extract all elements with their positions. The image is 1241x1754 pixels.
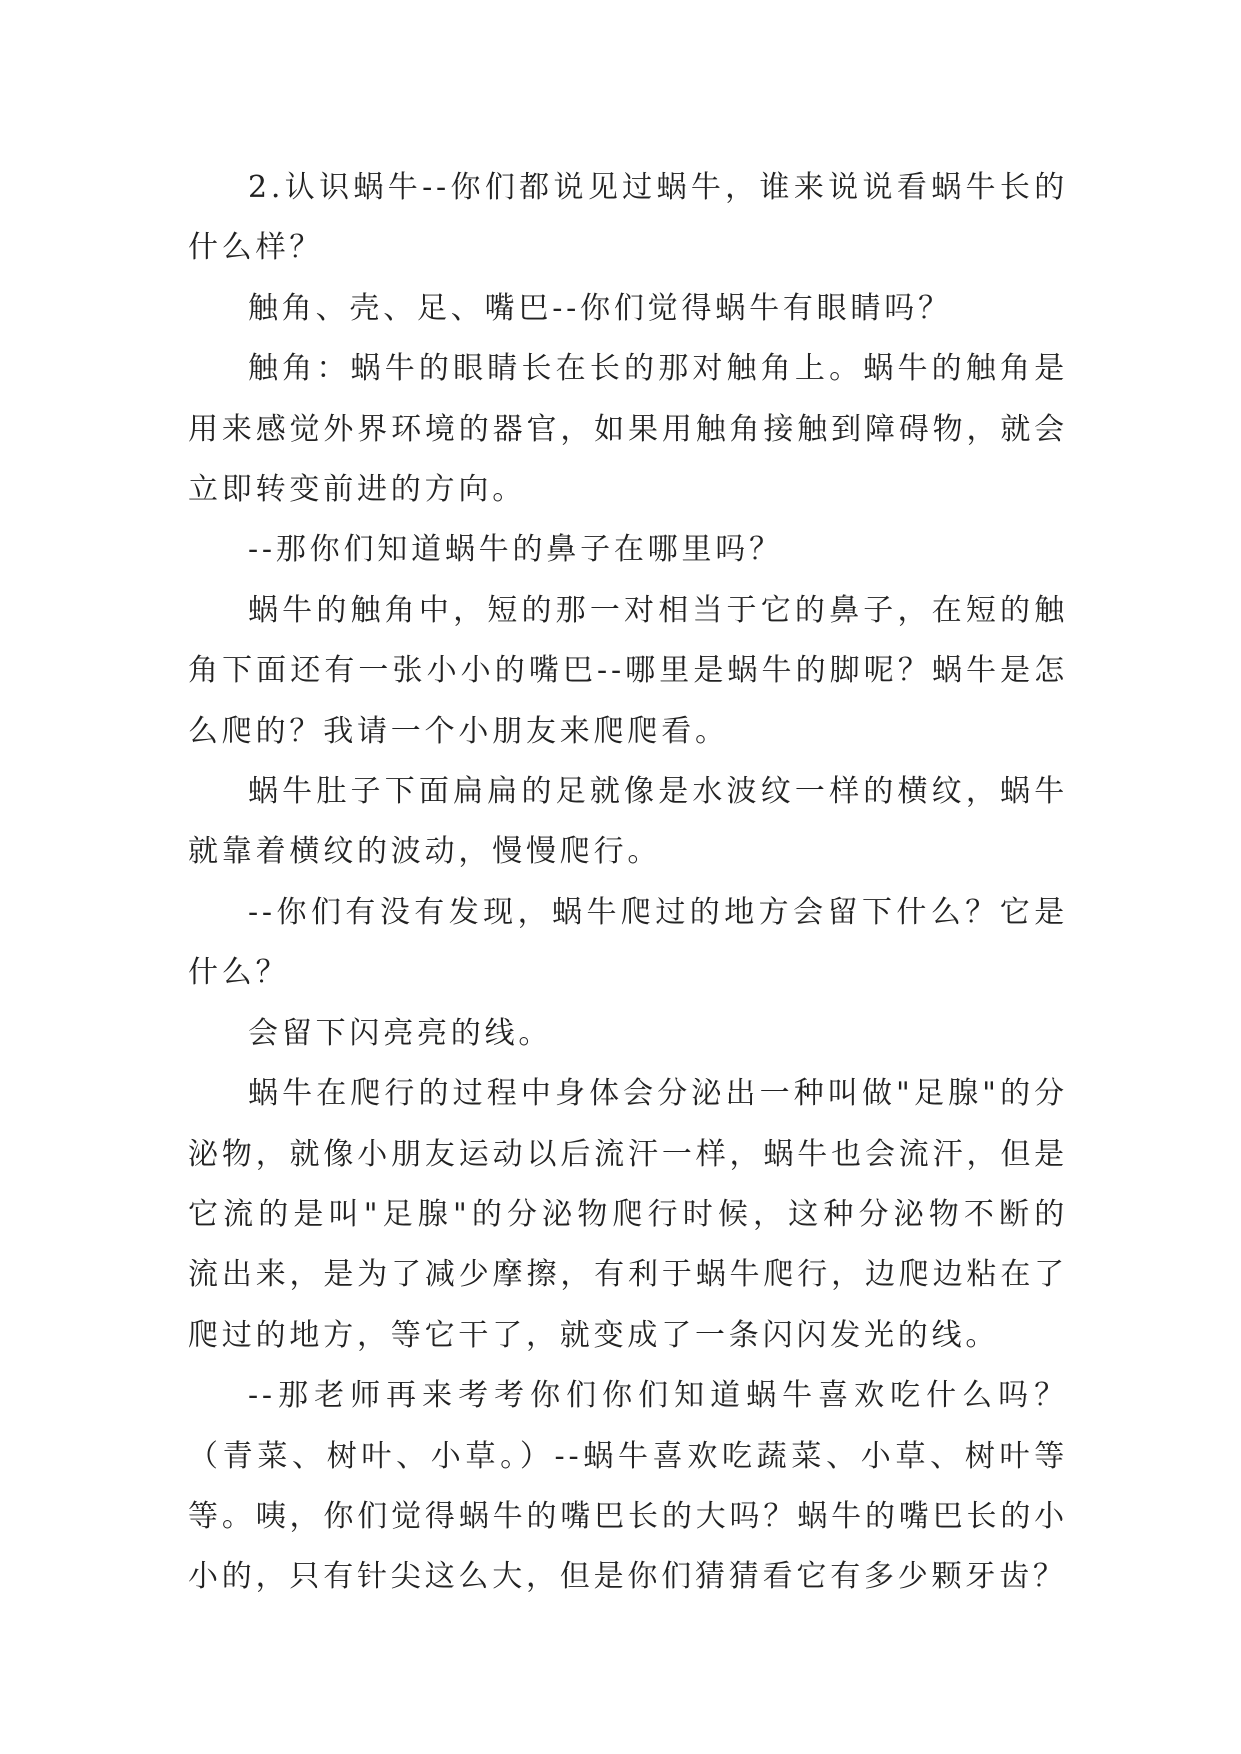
paragraph-7: --你们有没有发现，蜗牛爬过的地方会留下什么？它是什么？ <box>188 894 1068 991</box>
paragraph-5: 蜗牛的触角中，短的那一对相当于它的鼻子，在短的触角下面还有一张小小的嘴巴--哪里是蜗牛的脚呢？蜗牛是怎么爬的？我请一个小朋友来爬爬看。 <box>188 592 1068 749</box>
paragraph-9: 蜗牛在爬行的过程中身体会分泌出一种叫做"足腺"的分泌物，就像小朋友运动以后流汗一样，蜗牛也会流汗，但是它流的是叫"足腺"的分泌物爬行时候，这种分泌物不断的流出来，是为了减少摩擦，有利于蜗牛爬行，边爬边粘在了爬过的地方，等它干了，就变成了一条闪闪发光的线。 <box>188 1076 1068 1353</box>
document-body <box>188 158 1068 1608</box>
paragraph-4: --那你们知道蜗牛的鼻子在哪里吗？ <box>248 532 783 568</box>
paragraph-2: 触角、壳、足、嘴巴--你们觉得蜗牛有眼睛吗？ <box>248 290 952 326</box>
paragraph-10: --那老师再来考考你们你们知道蜗牛喜欢吃什么吗？（青菜、树叶、小草。）--蜗牛喜欢吃蔬菜、小草、树叶等等。咦，你们觉得蜗牛的嘴巴长的大吗？蜗牛的嘴巴长的小小的，只有针尖这么大，但是你们猜猜看它有多少颗牙齿？ <box>188 1378 1068 1595</box>
paragraph-3: 触角：蜗牛的眼睛长在长的那对触角上。蜗牛的触角是用来感觉外界环境的器官，如果用触角接触到障碍物，就会立即转变前进的方向。 <box>188 351 1068 508</box>
paragraph-6: 蜗牛肚子下面扁扁的足就像是水波纹一样的横纹，蜗牛就靠着横纹的波动，慢慢爬行。 <box>188 774 1068 870</box>
paragraph-8: 会留下闪亮亮的线。 <box>248 1015 553 1051</box>
paragraph-1: 2.认识蜗牛--你们都说见过蜗牛，谁来说说看蜗牛长的什么样？ <box>188 170 1068 266</box>
